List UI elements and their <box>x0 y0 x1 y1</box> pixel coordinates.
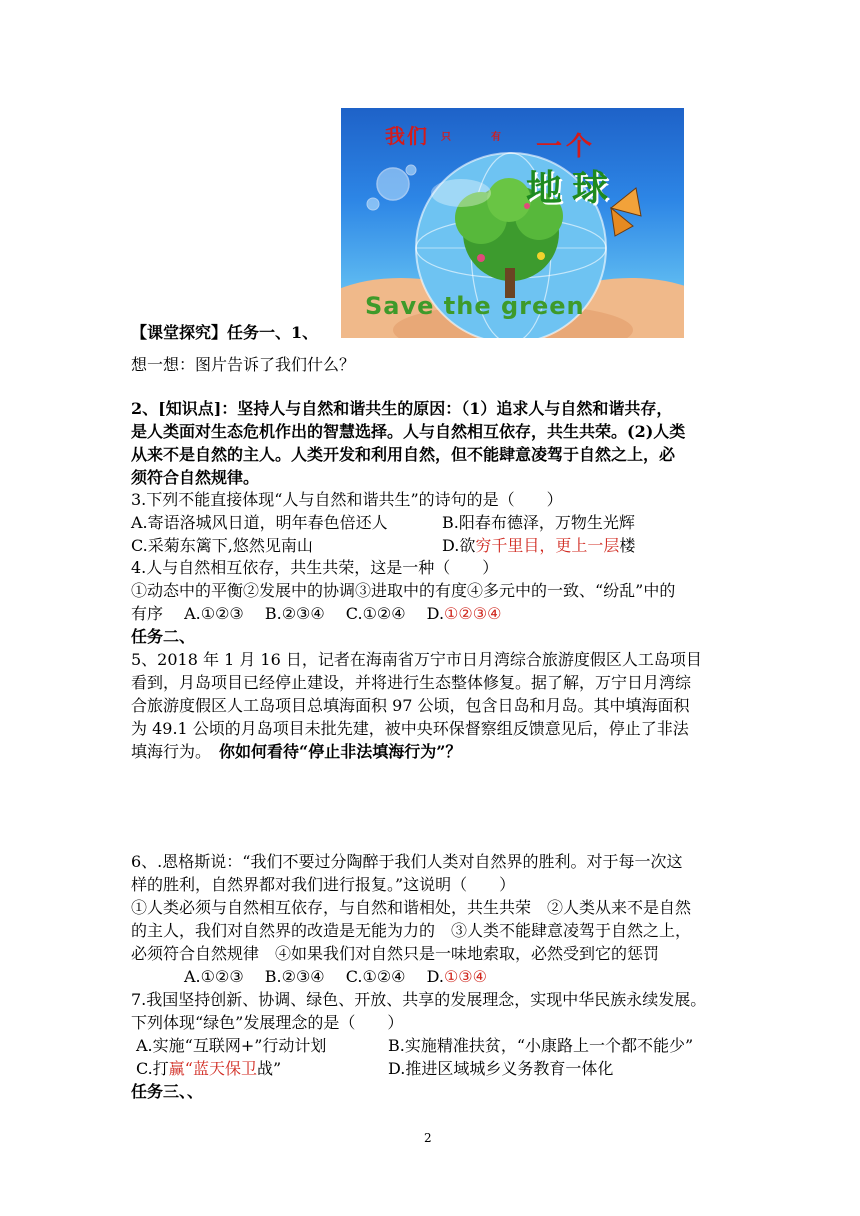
page-number: 2 <box>424 1131 432 1145</box>
question-7-line-2: 下列体现“绿色”发展理念的是（ ） <box>131 1013 404 1032</box>
question-4-options <box>131 603 501 625</box>
question-3-option-d <box>442 535 635 557</box>
question-4-stem: 4.人与自然相互依存，共生共荣，这是一种（ ） <box>131 558 499 577</box>
question-7-option-a: A.实施“互联网+”行动计划 <box>136 1036 327 1055</box>
poster-text-earth: 地球 <box>526 168 619 209</box>
question-6-answer-highlight: ①③④ <box>443 967 487 986</box>
question-4-answer-highlight: ①②③④ <box>444 604 502 623</box>
classroom-inquiry-heading: 【课堂探究】任务一、1、 <box>131 323 319 342</box>
question-7-option-c <box>136 1058 281 1080</box>
question-5-line-4: 为 49.1 公顷的月岛项目未批先建，被中央环保督察组反馈意见后，停止了非法 <box>131 719 689 738</box>
question-3-option-a: A.寄语洛城风日道，明年春色倍还人 <box>131 513 388 532</box>
option-c-prefix: C.打 <box>136 1059 169 1078</box>
question-6-line-1: 6、.恩格斯说：“我们不要过分陶醉于我们人类对自然界的胜利。对于每一次这 <box>131 852 683 871</box>
question-6-line-4: 的主人，我们对自然界的改造是无能为力的 ③人类不能肆意凌驾于自然之上， <box>131 921 692 940</box>
knowledge-point-line-1: 2、[知识点]：坚持人与自然和谐共生的原因：（1）追求人与自然和谐共存， <box>131 399 673 418</box>
earth-poster-image <box>341 108 684 338</box>
question-6-options <box>184 966 487 988</box>
question-4-options-prefix: 有序 A.①②③ B.②③④ C.①②④ D. <box>131 604 445 623</box>
task-3-heading: 任务三、、 <box>131 1082 204 1101</box>
question-5-prompt: 你如何看待“停止非法填海行为”？ <box>219 742 462 761</box>
question-5-line-5 <box>131 741 461 763</box>
question-4-line-2: ①动态中的平衡②发展中的协调③进取中的有度④多元中的一致、“纷乱”中的 <box>131 581 676 600</box>
question-7-option-d: D.推进区域城乡义务教育一体化 <box>388 1059 614 1078</box>
poster-text-have: 有 <box>491 132 501 143</box>
option-d-prefix: D.欲 <box>442 536 476 555</box>
task-2-heading: 任务二、 <box>131 627 196 646</box>
question-7-line-1: 7.我国坚持创新、协调、绿色、开放、共享的发展理念，实现中华民族永续发展。 <box>131 990 707 1009</box>
question-5-line-1: 5、2018 年 1 月 16 日，记者在海南省万宁市日月湾综合旅游度假区人工岛项目 <box>131 650 702 669</box>
knowledge-point-line-4: 须符合自然规律。 <box>131 468 260 487</box>
option-c-suffix: 战” <box>256 1059 282 1078</box>
question-3-option-c: C.采菊东篱下,悠然见南山 <box>131 536 313 555</box>
question-6-line-2: 样的胜利，自然界都对我们进行报复。”这说明（ ） <box>131 875 516 894</box>
question-3-option-b: B.阳春布德泽，万物生光辉 <box>442 513 635 532</box>
question-7-option-b: B.实施精准扶贫，“小康路上一个都不能少” <box>388 1036 694 1055</box>
knowledge-point-line-3: 从来不是自然的主人。人类开发和利用自然，但不能肆意凌驾于自然之上，必 <box>131 445 676 464</box>
question-5-line-2: 看到，月岛项目已经停止建设，并将进行生态整体修复。据了解，万宁日月湾综 <box>131 673 692 692</box>
think-prompt: 想一想：图片告诉了我们什么？ <box>131 355 356 374</box>
option-d-highlight: 穷千里目，更上一层 <box>475 536 620 555</box>
poster-text-one: 一个 <box>536 132 597 162</box>
question-6-line-3: ①人类必须与自然相互依存，与自然和谐相处，共生共荣 ②人类从来不是自然 <box>131 898 692 917</box>
question-6-line-5: 必须符合自然规律 ④如果我们对自然只是一味地索取，必然受到它的惩罚 <box>131 944 660 963</box>
question-5-line-3: 合旅游度假区人工岛项目总填海面积 97 公顷，包含日岛和月岛。其中填海面积 <box>131 696 690 715</box>
knowledge-point-line-2: 是人类面对生态危机作出的智慧选择。人与自然相互依存，共生共荣。(2)人类 <box>131 422 686 441</box>
poster-text-only: 只 <box>441 132 451 143</box>
question-5-last-prefix: 填海行为。 <box>131 742 220 761</box>
poster-slogan: Save the green <box>365 292 585 320</box>
question-3-stem: 3.下列不能直接体现“人与自然和谐共生”的诗句的是（ ） <box>131 490 563 509</box>
question-6-options-prefix: A.①②③ B.②③④ C.①②④ D. <box>184 967 444 986</box>
option-c-highlight: 赢“蓝天保卫 <box>168 1059 257 1078</box>
poster-text-we: 我们 <box>385 124 429 148</box>
option-d-suffix: 楼 <box>619 536 636 555</box>
